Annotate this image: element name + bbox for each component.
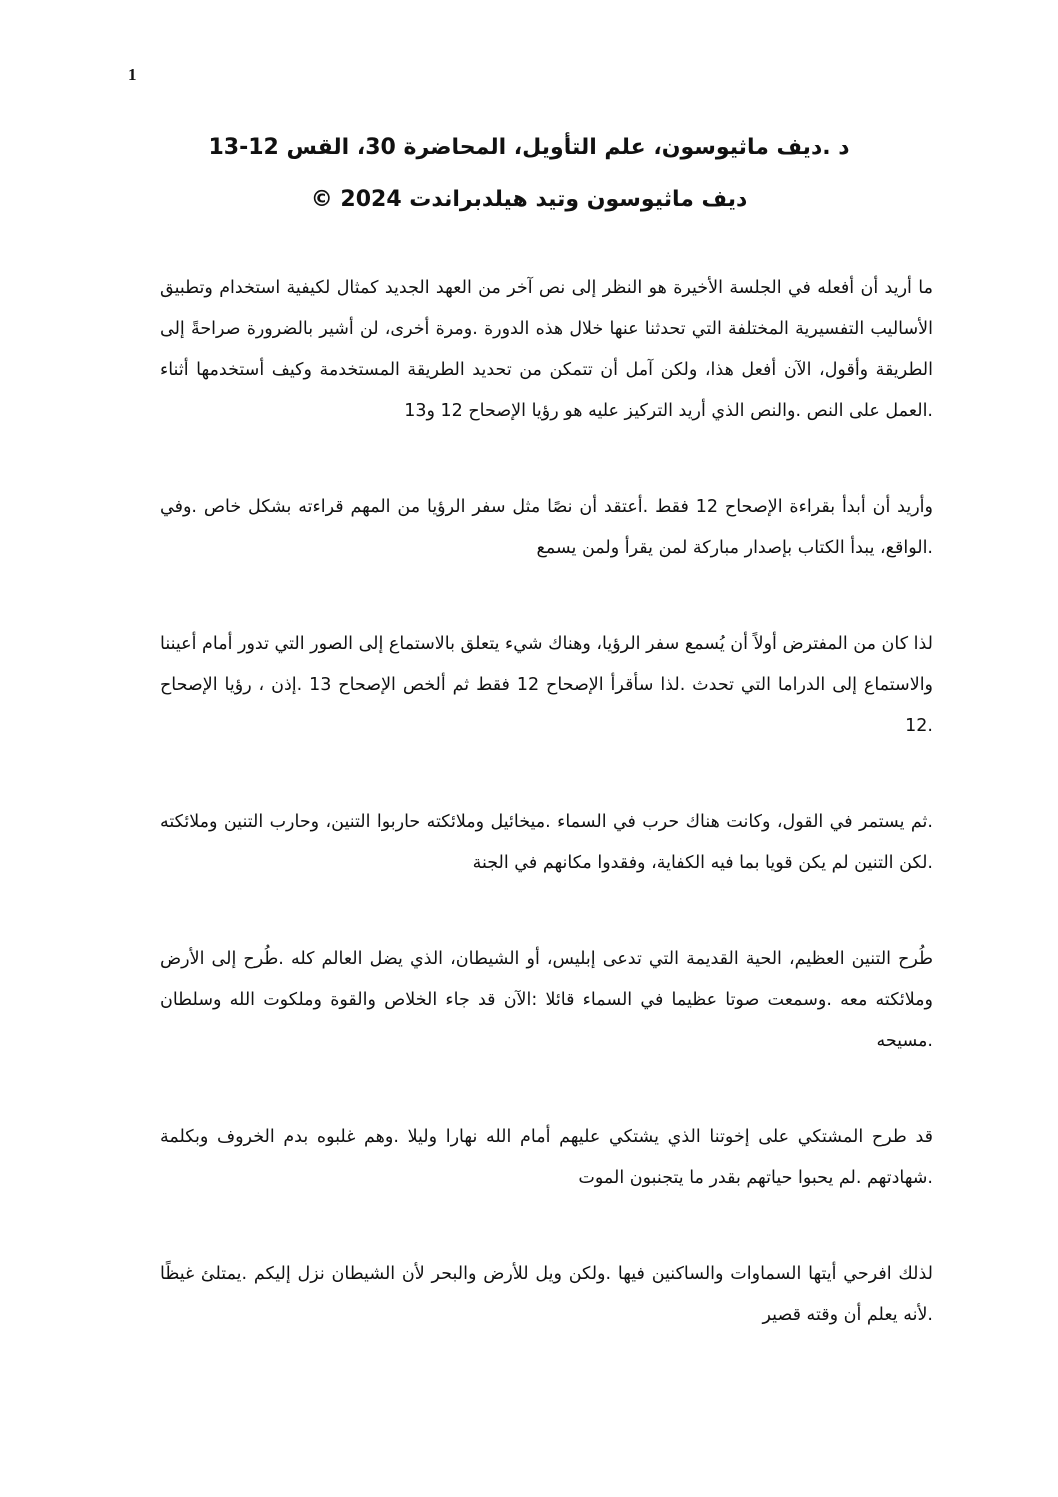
paragraph-5 xyxy=(160,939,933,1062)
title-line-2: ديف ماثيوسون وتيد هيلدبراندت 2024 © xyxy=(310,187,748,212)
paragraph-line: .ثم يستمر في القول، وكانت هناك حرب في السماء .ميخائيل وملائكته حاربوا التنين، وحارب التنين وملائكته xyxy=(160,812,933,832)
document-title xyxy=(120,128,938,232)
paragraph-6 xyxy=(160,1117,933,1199)
paragraph-line: .لأنه يعلم أن وقته قصير xyxy=(762,1305,933,1325)
paragraph-line: وملائكته معه .وسمعت صوتا عظيما في السماء قائلا :الآن قد جاء الخلاص والقوة وملكوت الله وسلطان xyxy=(160,990,933,1010)
page-number: 1 xyxy=(128,65,137,84)
paragraph-line: طُرح التنين العظيم، الحية القديمة التي تدعى إبليس، أو الشيطان، الذي يضل العالم كله .طُرح إلى الأرض xyxy=(160,949,933,969)
paragraph-line: .مسيحه xyxy=(876,1031,933,1051)
paragraph-line: والاستماع إلى الدراما التي تحدث .لذا سأقرأ الإصحاح 12 فقط ثم ألخص الإصحاح 13 .إذن ، رؤيا الإصحاح xyxy=(160,675,933,695)
title-line-1: د .ديف ماثيوسون، علم التأويل، المحاضرة 30، القس 12-13 xyxy=(208,135,850,160)
paragraph-line: وأريد أن أبدأ بقراءة الإصحاح 12 فقط .أعتقد أن نصًا مثل سفر الرؤيا من المهم قراءته بشكل خاص .وفي xyxy=(160,497,933,517)
paragraph-4 xyxy=(160,802,933,884)
paragraph-line: قد طرح المشتكي على إخوتنا الذي يشتكي عليهم أمام الله نهارا وليلا .وهم غلبوه بدم الخروف وبكلمة xyxy=(160,1127,933,1147)
document-body xyxy=(160,268,933,1391)
paragraph-7 xyxy=(160,1254,933,1336)
paragraph-2 xyxy=(160,487,933,569)
paragraph-line: .العمل على النص .والنص الذي أريد التركيز عليه هو رؤيا الإصحاح 12 و13 xyxy=(404,401,933,421)
paragraph-line: الأساليب التفسيرية المختلفة التي تحدثنا عنها خلال هذه الدورة .ومرة أخرى، لن أشير بالضرورة صراحةً إلى xyxy=(160,319,933,339)
paragraph-line: .12 xyxy=(905,716,933,736)
paragraph-3 xyxy=(160,624,933,747)
paragraph-line: لذا كان من المفترض أولاً أن يُسمع سفر الرؤيا، وهناك شيء يتعلق بالاستماع إلى الصور التي تدور أمام أعيننا xyxy=(160,634,933,654)
paragraph-line: ما أريد أن أفعله في الجلسة الأخيرة هو النظر إلى نص آخر من العهد الجديد كمثال لكيفية استخدام وتطبيق xyxy=(160,278,933,298)
paragraph-line: الطريقة وأقول، الآن أفعل هذا، ولكن آمل أن تتمكن من تحديد الطريقة المستخدمة وكيف أستخدمها أثناء xyxy=(160,360,933,380)
paragraph-line: .الواقع، يبدأ الكتاب بإصدار مباركة لمن يقرأ ولمن يسمع xyxy=(536,538,933,558)
paragraph-line: .شهادتهم .لم يحبوا حياتهم بقدر ما يتجنبون الموت xyxy=(578,1168,933,1188)
paragraph-line: .لكن التنين لم يكن قويا بما فيه الكفاية، وفقدوا مكانهم في الجنة xyxy=(472,853,933,873)
paragraph-line: لذلك افرحي أيتها السماوات والساكنين فيها .ولكن ويل للأرض والبحر لأن الشيطان نزل إليكم .يمتلئ غيظًا xyxy=(160,1264,933,1284)
paragraph-1 xyxy=(160,268,933,432)
